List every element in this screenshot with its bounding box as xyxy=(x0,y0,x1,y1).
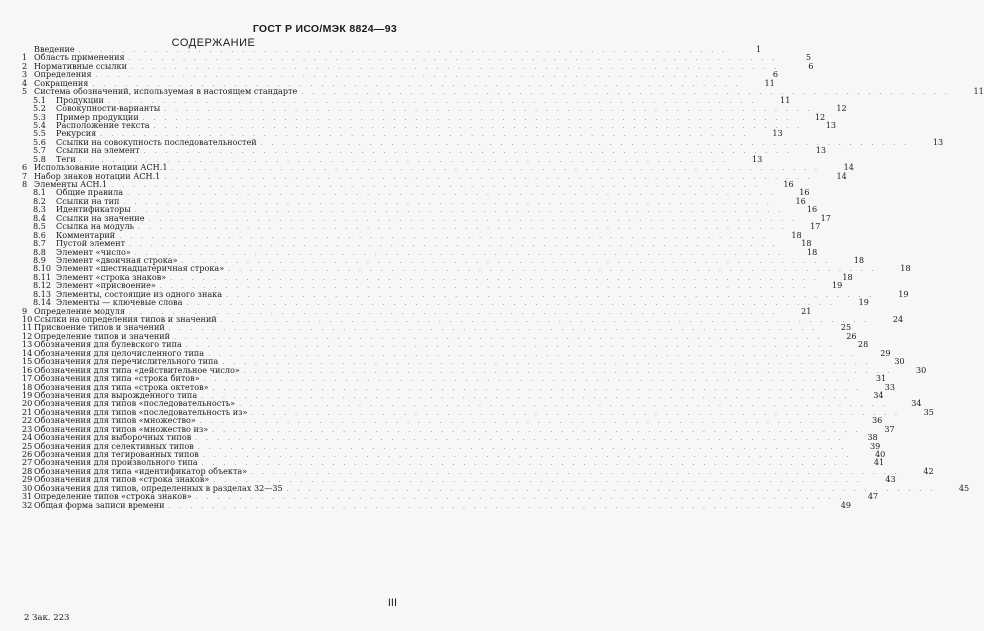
toc-entry-page: 16 xyxy=(806,204,818,215)
toc-entry-page: 42 xyxy=(923,465,934,476)
dot-leader: ............................................................ xyxy=(168,502,823,510)
toc-entry-page: 11 xyxy=(764,77,775,88)
toc-entry-label: Элемент «строка знаков» xyxy=(56,271,167,282)
toc-entry-label: Определения xyxy=(34,69,92,80)
toc-entry-number: 10 xyxy=(22,314,33,324)
dot-leader: ............................................................ xyxy=(212,384,868,392)
toc-entry-label: Общая форма записи времени xyxy=(34,499,165,510)
toc-entry-number: 8.1 xyxy=(33,187,46,198)
toc-entry-number: 32 xyxy=(22,499,33,510)
dot-leader: ............................................................ xyxy=(174,333,829,341)
toc-entry-number: 30 xyxy=(22,482,33,493)
toc-entry-label: Рекурсия xyxy=(56,128,97,139)
toc-entry-number: 8.13 xyxy=(33,288,52,299)
toc-entry-number: 3 xyxy=(22,69,28,80)
toc-entry-page: 13 xyxy=(815,145,826,156)
toc-entry-label: Пример продукции xyxy=(56,111,139,122)
dot-leader: ............................................................ xyxy=(100,131,755,139)
dot-leader: ............................................................ xyxy=(201,392,856,400)
toc-entry-page: 12 xyxy=(836,103,847,114)
toc-entry-number: 23 xyxy=(22,423,33,434)
toc-entry-label: Пустой элемент xyxy=(56,238,126,249)
toc-entry-number: 8 xyxy=(22,179,28,189)
toc-entry-number: 29 xyxy=(22,474,33,485)
toc-entry-number: 5.6 xyxy=(33,136,46,147)
toc-entry-label: Обозначения для произвольного типа xyxy=(34,457,198,468)
toc-entry-label: Обозначения для типа «строка битов» xyxy=(34,373,200,384)
toc-entry-number: 13 xyxy=(22,339,33,350)
print-order-note: 2 Зак. 223 xyxy=(24,613,70,623)
toc-entry-page: 49 xyxy=(840,499,851,510)
toc-entry-page: 13 xyxy=(825,119,837,130)
toc-entry-label: Обозначения для типов «последовательность из» xyxy=(34,406,248,417)
toc-entry-page: 18 xyxy=(853,254,865,265)
toc-entry-page: 13 xyxy=(751,153,763,164)
dot-leader: ............................................................ xyxy=(195,435,850,443)
toc-entry-label: Комментарий xyxy=(56,229,116,240)
dot-leader: ............................................................ xyxy=(129,241,784,249)
toc-entry-label: Общие правила xyxy=(56,187,124,198)
dot-leader: ............................................................ xyxy=(213,477,868,485)
toc-entry-page: 18 xyxy=(801,238,812,249)
toc-entry-page: 25 xyxy=(840,322,852,333)
toc-entry-number: 8.2 xyxy=(33,195,46,206)
dot-leader: ............................................................ xyxy=(171,165,826,173)
toc-entry-label: Область применения xyxy=(34,52,125,63)
dot-leader: ............................................................ xyxy=(128,55,784,63)
dot-leader: ............................................................ xyxy=(286,485,942,493)
toc-entry-number: 8.11 xyxy=(33,271,52,282)
dot-leader: ............................................................ xyxy=(78,47,734,54)
toc-entry-label: Теги xyxy=(56,153,76,164)
toc-entry-label: Обозначения для типа «строка октетов» xyxy=(34,381,209,392)
dot-leader: ............................................................ xyxy=(222,359,877,367)
toc-entry-page: 16 xyxy=(799,187,810,198)
toc-entry-page: 18 xyxy=(900,263,911,274)
dot-leader: ............................................................ xyxy=(202,452,858,459)
dot-leader: ............................................................ xyxy=(159,283,815,291)
toc-entry-number: 5.2 xyxy=(33,103,46,114)
toc-entry-label: Ссылки на совокупность последовательностей xyxy=(56,136,257,147)
toc-entry-label: Обозначения для типов «множество» xyxy=(34,415,196,426)
dot-leader: ............................................................ xyxy=(228,266,883,274)
toc-entry-label: Обозначения для типов «строка знаков» xyxy=(34,474,210,485)
toc-entry-number: 8.6 xyxy=(33,229,46,240)
toc-entry-page: 17 xyxy=(820,212,831,223)
toc-entry-number: 5.8 xyxy=(33,153,46,164)
dot-leader: ............................................................ xyxy=(142,114,798,122)
toc-entry-page: 14 xyxy=(836,170,847,181)
toc-entry-number: 8.5 xyxy=(33,221,46,232)
toc-entry-label: Элемент «число» xyxy=(56,246,131,257)
toc-entry-label: Обозначения для типов «множество из» xyxy=(34,423,209,434)
toc-entry-number: 28 xyxy=(22,465,33,476)
toc-entry-label: Сокращения xyxy=(34,77,89,88)
dot-leader: ............................................................ xyxy=(239,401,894,409)
toc-entry-page: 19 xyxy=(832,280,843,291)
toc-entry-number: 8.10 xyxy=(33,263,52,274)
toc-entry-number: 16 xyxy=(22,364,33,375)
dot-leader: ............................................................ xyxy=(208,350,863,358)
dot-leader: ............................................................ xyxy=(134,207,790,215)
dot-leader: ............................................................ xyxy=(168,325,824,333)
dot-leader: ............................................................ xyxy=(260,139,916,147)
toc-entry-page: 29 xyxy=(880,347,891,358)
toc-entry-label: Присвоение типов и значений xyxy=(34,322,165,333)
toc-entry-label: Ссылки на элемент xyxy=(56,145,140,156)
toc-entry-page: 31 xyxy=(875,373,887,384)
toc-entry-number: 2 xyxy=(22,60,28,71)
dot-leader: ............................................................ xyxy=(153,122,809,130)
toc-entry-number: 4 xyxy=(22,77,28,88)
toc-entry-page: 13 xyxy=(932,136,944,147)
toc-entry-number: 22 xyxy=(22,415,33,426)
toc-entry-label: Нормативные ссылки xyxy=(34,60,127,71)
toc-entry-page: 11 xyxy=(973,86,984,97)
toc-entry-label: Элементы — ключевые слова xyxy=(56,297,183,308)
dot-leader: ............................................................ xyxy=(127,190,782,198)
toc-entry-label: Обозначения для булевского типа xyxy=(34,339,182,350)
dot-leader: ............................................................ xyxy=(197,443,853,451)
dot-leader: ............................................................ xyxy=(107,97,763,105)
toc-entry-label: Обозначения для типов «последовательность» xyxy=(34,398,236,409)
dot-leader: ............................................................ xyxy=(130,63,786,71)
toc-entry-page: 12 xyxy=(814,111,826,122)
dot-leader: ............................................................ xyxy=(164,106,819,114)
toc-entry-page: 39 xyxy=(869,440,881,451)
toc-entry-page: 13 xyxy=(772,128,783,139)
toc-entry-number: 31 xyxy=(22,491,33,502)
dot-leader: ............................................................ xyxy=(251,468,906,476)
toc-entry-number: 19 xyxy=(22,389,33,400)
toc-entry-page: 33 xyxy=(884,381,896,392)
dot-leader: ............................................................ xyxy=(201,460,857,468)
toc-entry-label: Элементы, состоящие из одного знака xyxy=(56,288,223,299)
dot-leader: ............................................................ xyxy=(243,367,899,375)
toc-entry-number: 5.7 xyxy=(33,145,46,156)
toc-entry-label: Ссылка на модуль xyxy=(56,221,135,232)
toc-entry-label: Определение типов и значений xyxy=(34,330,171,341)
toc-entry-label: Расположение текста xyxy=(56,119,150,130)
toc-entry-label: Введение xyxy=(34,44,75,54)
toc-entry-page: 30 xyxy=(894,356,905,367)
toc-entry-number: 27 xyxy=(22,457,33,468)
toc-entry-label: Обозначения для вырожденного типа xyxy=(34,389,198,400)
toc-entry-number: 21 xyxy=(22,406,33,417)
dot-leader: ............................................................ xyxy=(220,317,876,324)
standard-header: ГОСТ Р ИСО/МЭК 8824—93 xyxy=(252,23,397,35)
toc-entry-label: Определение модуля xyxy=(34,305,126,316)
toc-entry xyxy=(22,145,826,156)
toc-entry-number: 7 xyxy=(22,170,28,181)
toc-entry-page: 19 xyxy=(898,288,909,299)
toc-entry-number: 26 xyxy=(22,449,33,459)
dot-leader: ............................................................ xyxy=(301,89,956,97)
toc-entry-number: 14 xyxy=(22,347,33,358)
toc-entry-page: 18 xyxy=(791,229,802,240)
toc-entry-number: 5.3 xyxy=(33,111,46,122)
dot-leader: ............................................................ xyxy=(79,156,735,164)
toc-entry-label: Обозначения для селективных типов xyxy=(34,440,194,451)
toc-entry-page: 6 xyxy=(772,69,779,80)
table-of-contents xyxy=(22,44,984,510)
toc-entry-page: 47 xyxy=(867,491,879,502)
toc-entry xyxy=(22,499,851,510)
toc-entry-page: 1 xyxy=(755,44,762,54)
toc-entry-page: 26 xyxy=(846,330,857,341)
dot-leader: ............................................................ xyxy=(181,257,837,265)
toc-entry-page: 34 xyxy=(873,389,884,400)
toc-entry-number: 8.12 xyxy=(33,280,52,291)
toc-entry-page: 45 xyxy=(958,482,970,493)
toc-entry-label: Набор знаков нотации АСН.1 xyxy=(34,170,161,181)
dot-leader: ............................................................ xyxy=(119,232,774,240)
toc-entry-number: 8.8 xyxy=(33,246,46,257)
toc-entry-page: 16 xyxy=(783,179,794,189)
toc-entry-label: Ссылки на определения типов и значений xyxy=(34,314,217,324)
toc-entry-page: 24 xyxy=(892,314,904,324)
toc-entry-label: Ссылки на значение xyxy=(56,212,145,223)
toc-entry-page: 5 xyxy=(805,52,812,63)
toc-entry-page: 11 xyxy=(780,94,791,105)
dot-leader: ............................................................ xyxy=(111,182,766,189)
toc-entry-page: 6 xyxy=(808,60,814,71)
toc-entry-label: Обозначения для перечислительного типа xyxy=(34,356,219,367)
toc-entry-label: Элемент «шестнадцатеричная строка» xyxy=(56,263,225,274)
toc-entry-page: 28 xyxy=(857,339,869,350)
toc-entry-page: 41 xyxy=(873,457,885,468)
toc-entry-page: 16 xyxy=(795,195,806,206)
toc-entry-page: 37 xyxy=(884,423,895,434)
dot-leader: ............................................................ xyxy=(148,215,803,223)
toc-entry-label: Определение типов «строка знаков» xyxy=(34,491,192,502)
toc-entry-number: 25 xyxy=(22,440,33,451)
toc-entry-page: 30 xyxy=(916,364,927,375)
toc-entry-page: 35 xyxy=(923,406,934,417)
toc-entry-number: 8.9 xyxy=(33,254,46,265)
toc-entry-label: Элемент «двоичная строка» xyxy=(56,254,178,265)
dot-leader: ............................................................ xyxy=(164,173,819,181)
toc-entry-page: 21 xyxy=(801,305,812,316)
toc-entry-label: Элементы АСН.1 xyxy=(34,179,108,189)
toc-entry-number: 9 xyxy=(22,305,28,316)
dot-leader: ............................................................ xyxy=(129,308,784,316)
dot-leader: ............................................................ xyxy=(251,409,906,417)
toc-entry-page: 19 xyxy=(858,297,869,308)
dot-leader: ............................................................ xyxy=(212,426,867,434)
toc-entry-label: Элемент «присвоение» xyxy=(56,280,156,291)
dot-leader: ............................................................ xyxy=(226,291,881,299)
toc-entry-label: Совокупности-варианты xyxy=(56,103,161,114)
dot-leader: ............................................................ xyxy=(92,80,747,88)
page-number-roman: III xyxy=(387,597,397,609)
dot-leader: ............................................................ xyxy=(95,72,751,80)
toc-entry-number: 12 xyxy=(22,330,33,341)
toc-entry-number: 6 xyxy=(22,162,28,173)
toc-entry-number: 1 xyxy=(22,52,28,63)
dot-leader: ............................................................ xyxy=(185,342,841,350)
toc-entry-number: 20 xyxy=(22,398,33,409)
toc-entry-page: 17 xyxy=(810,221,821,232)
toc-entry-label: Ссылки на тип xyxy=(56,195,120,206)
toc-entry-label: Обозначения для целочисленного типа xyxy=(34,347,205,358)
toc-entry-number: 5.1 xyxy=(33,94,46,105)
toc-entry-page: 38 xyxy=(867,432,878,443)
dot-leader: ............................................................ xyxy=(138,224,793,232)
dot-leader: ............................................................ xyxy=(199,418,855,426)
toc-entry-number: 5 xyxy=(22,86,28,97)
toc-entry-number: 5.5 xyxy=(33,128,46,139)
toc-entry-number: 11 xyxy=(22,322,33,333)
dot-leader: ............................................................ xyxy=(134,249,790,257)
toc-entry-page: 14 xyxy=(843,162,854,173)
toc-entry-label: Система обозначений, используемая в настоящем стандарте xyxy=(34,86,298,97)
toc-entry-number: 8.7 xyxy=(33,238,46,249)
toc-entry-label: Обозначения для типа «идентификатор объекта» xyxy=(34,465,248,476)
toc-entry-label: Использование нотации АСН.1 xyxy=(34,162,168,173)
page-title: СОДЕРЖАНИЕ xyxy=(171,37,256,49)
toc-entry-label: Обозначения для типов, определенных в разделах 32—35 xyxy=(34,482,283,493)
dot-leader: ............................................................ xyxy=(123,198,778,206)
toc-entry-number: 24 xyxy=(22,432,33,443)
toc-entry-number: 5.4 xyxy=(33,119,46,130)
toc-entry-page: 36 xyxy=(871,415,883,426)
toc-entry-label: Идентификаторы xyxy=(56,204,131,215)
toc-entry-label: Продукции xyxy=(56,94,104,105)
toc-entry-number: 8.4 xyxy=(33,212,46,223)
toc-entry-number: 8.3 xyxy=(33,204,46,215)
toc-entry-label: Обозначения для выборочных типов xyxy=(34,432,192,443)
dot-leader: ............................................................ xyxy=(195,494,851,502)
toc-entry-number: 18 xyxy=(22,381,33,392)
toc-entry-page: 40 xyxy=(874,449,886,459)
dot-leader: ............................................................ xyxy=(170,274,825,282)
toc-entry-number: 17 xyxy=(22,373,33,384)
toc-entry-number: 15 xyxy=(22,356,33,367)
dot-leader: ............................................................ xyxy=(186,300,841,308)
dot-leader: ............................................................ xyxy=(203,376,859,384)
toc-entry-page: 43 xyxy=(885,474,896,485)
toc-entry-label: Обозначения для тегированных типов xyxy=(34,449,199,459)
toc-entry-number: 8.14 xyxy=(33,297,52,308)
toc-entry-page: 18 xyxy=(842,271,853,282)
toc-entry-page: 34 xyxy=(911,398,922,409)
toc-entry-label: Обозначения для типа «действительное число» xyxy=(34,364,240,375)
dot-leader: ............................................................ xyxy=(143,148,798,156)
toc-entry-page: 18 xyxy=(806,246,818,257)
